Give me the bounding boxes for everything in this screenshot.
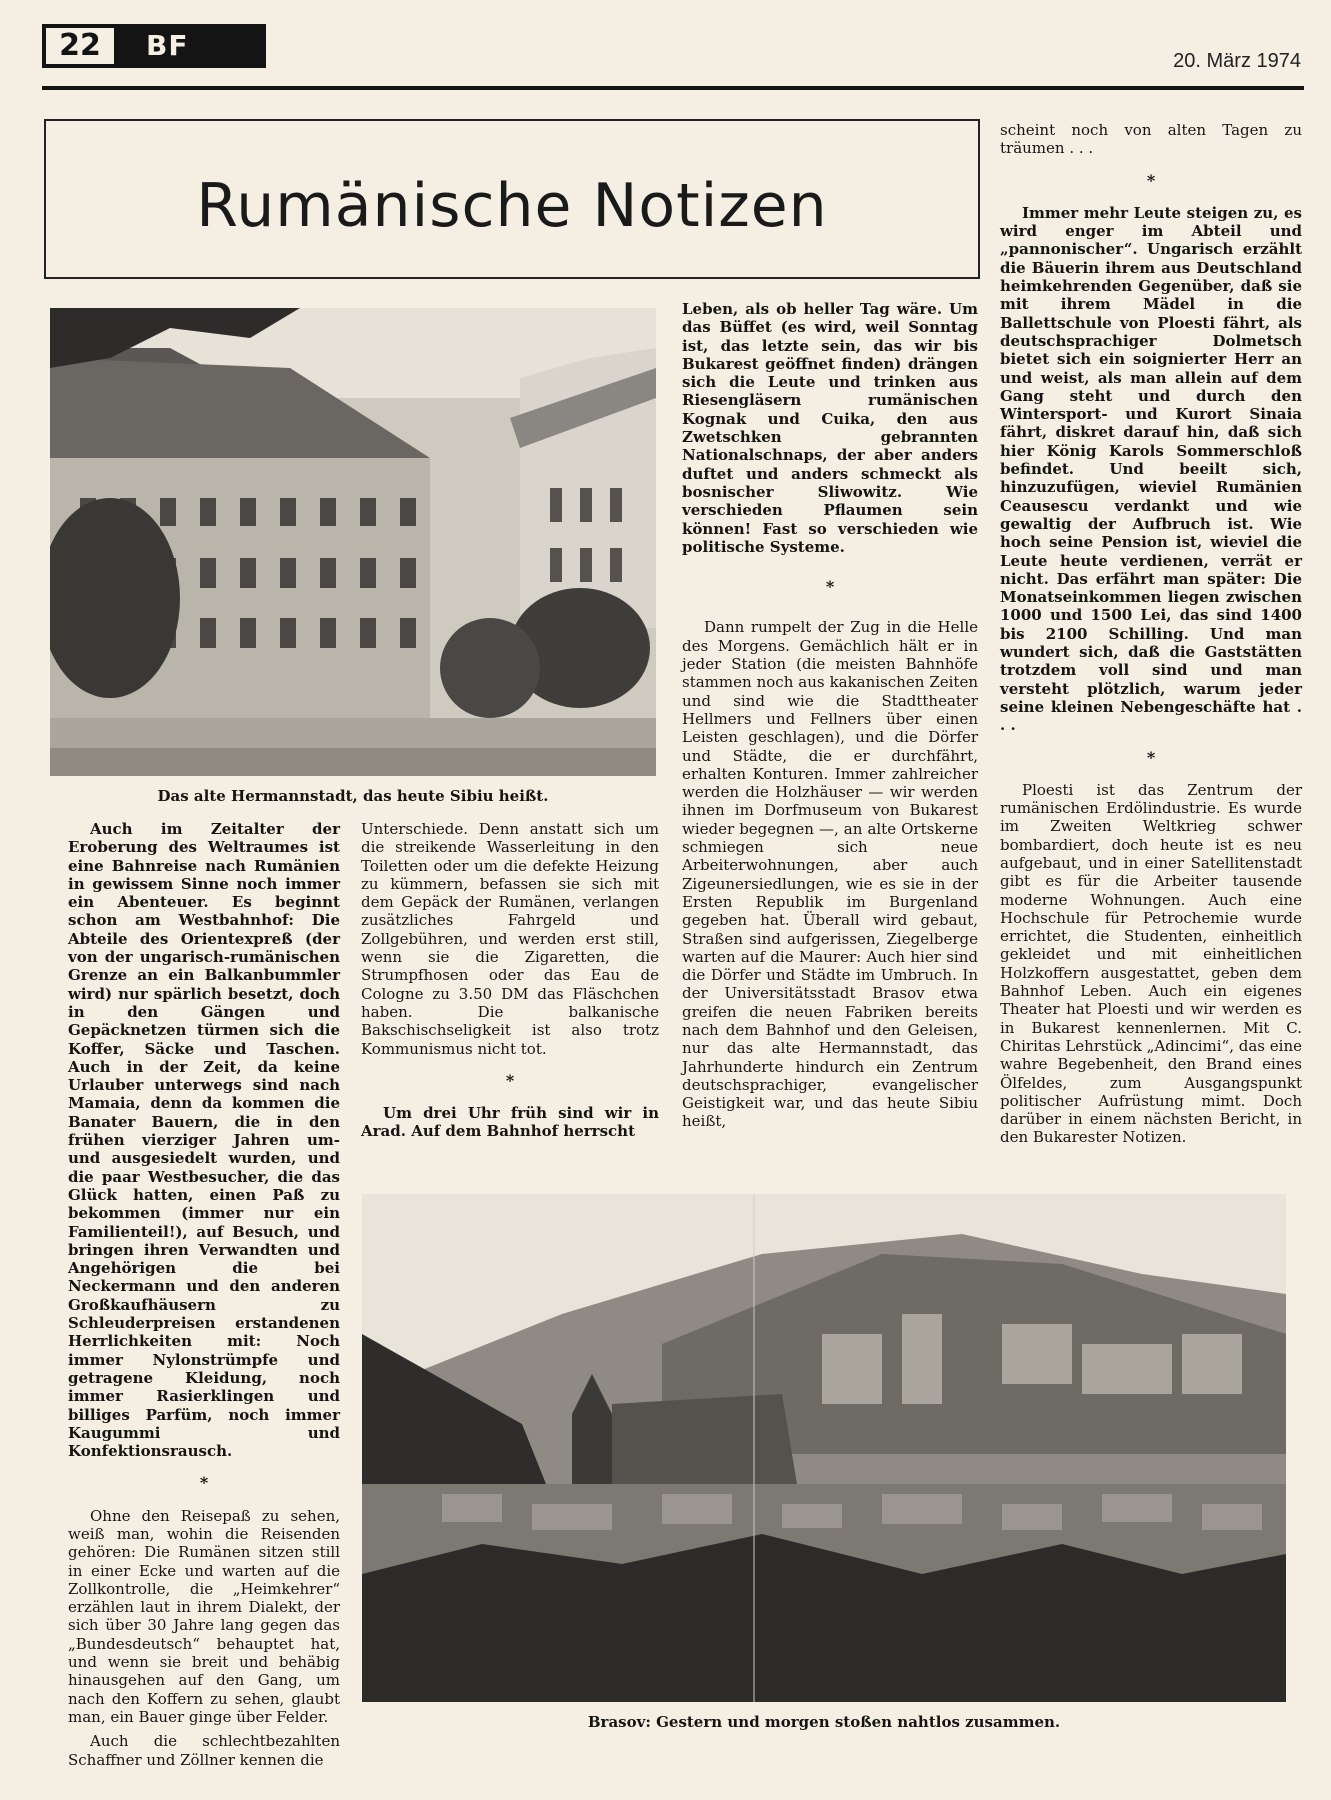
photo-brasov — [362, 1194, 1286, 1702]
photo1-caption: Das alte Hermannstadt, das heute Sibiu heißt. — [157, 787, 549, 805]
column-3 — [682, 300, 978, 1131]
title-box — [44, 119, 980, 279]
paragraph: Ohne den Reisepaß zu sehen, weiß man, wohin die Reisenden gehören: Die Rumänen sitzen still in einer Ecke und warten auf die Zollkontrolle, die „Heimkehrer“ erzählen laut in ihrem Dialekt, der sich über 30 Jahre lang gegen das „Bundesdeutsch“ behauptet hat, und wenn sie breit und behäbig hinausgehen auf den Gang, um nach den Koffern zu sehen, glaubt man, ein Bauer ginge über Felder. — [68, 1506, 340, 1726]
article-title: Rumänische Notizen — [196, 171, 828, 241]
section-star: * — [1146, 170, 1156, 190]
section-star: * — [199, 1473, 209, 1493]
section-star: * — [505, 1070, 515, 1090]
publication-mark: BF — [146, 29, 189, 62]
column-1 — [68, 820, 340, 1769]
header-rule — [42, 86, 1304, 90]
paragraph: Um drei Uhr früh sind wir in Arad. Auf dem Bahnhof herrscht — [361, 1104, 659, 1141]
page-number-block — [42, 24, 266, 68]
paragraph: Auch die schlechtbezahlten Schaffner und Zöllner kennen die — [68, 1732, 340, 1769]
section-star: * — [825, 577, 835, 597]
paragraph: Dann rumpelt der Zug in die Helle des Morgens. Gemächlich hält er in jeder Station (die meisten Bahnhöfe stammen noch aus kakanischen Zeiten und sind wie die Stadttheater Hellmers und Fellners über einen Leisten geschlagen), und die Dörfer und Städte, die er durchfährt, erhalten Konturen. Immer zahlreicher werden die Holzhäuser — wir werden ihnen im Dorfmuseum von Bukarest wieder begegnen —, an alte Ortskerne schmiegen sich neue Arbeiterwohnungen, aber auch Zigeunersiedlungen, wie es sie in der Ersten Republik im Burgenland gegeben hat. Überall wird gebaut, Straßen sind aufgerissen, Ziegelberge warten auf die Maurer: Auch hier sind die Dörfer und Städte im Umbruch. In der Universitätsstadt Brasov etwa greifen die neuen Fabriken bereits nach dem Bahnhof und den Geleisen, nur das alte Hermannstadt, das Jahrhunderte hindurch ein Zentrum deutschsprachiger, evangelischer Geistigkeit war, und das heute Sibiu heißt, — [682, 618, 978, 1131]
paragraph: Immer mehr Leute steigen zu, es wird enger im Abteil und „pannonischer“. Ungarisch erzählt die Bäuerin ihrem aus Deutschland heimkehrenden Gegenüber, daß sie mit ihrem Mädel in die Ballettschule von Ploesti fährt, als deutschsprachiger Dolmetsch bietet sich ein soignierter Herr an und weist, als man allein auf dem Gang steht und durch den Wintersport- und Kurort Sinaia fährt, diskret darauf hin, daß sich hier König Karols Sommerschloß befindet. Und beeilt sich, hinzuzufügen, wieviel Rumänien Ceausescu verdankt und wie gewaltig der Aufbruch ist. Wie hoch seine Pension ist, wieviel die Leute heute verdienen, verrät er nicht. Das erfährt man später: Die Monatseinkommen liegen zwischen 1000 und 1500 Lei, das sind 1400 bis 2100 Schilling. Und man wundert sich, daß die Gaststätten trotzdem voll sind und man versteht plötzlich, warum jeder seine kleinen Nebengeschäfte hat . . . — [1000, 203, 1302, 735]
photo2-caption: Brasov: Gestern und morgen stoßen nahtlos zusammen. — [587, 1713, 1061, 1731]
page-number: 22 — [46, 28, 114, 64]
paragraph: Leben, als ob heller Tag wäre. Um das Büffet (es wird, weil Sonntag ist, das letzte sein, das wir bis Bukarest geöffnet finden) drängen sich die Leute und trinken aus Riesengläsern rumänischen Kognak und Cuika, den aus Zwetschken gebrannten Nationalschnaps, der aber anders duftet und anders schmeckt als bosnischer Sliwowitz. Wie verschieden Pflaumen sein können! Fast so verschieden wie politische Systeme. — [682, 300, 978, 556]
lead-paragraph: Auch im Zeitalter der Eroberung des Weltraumes ist eine Bahnreise nach Rumänien in gewissem Sinne noch immer ein Abenteuer. Es beginnt schon am Westbahnhof: Die Abteile des Orientexpreß (der von der ungarisch-rumänischen Grenze an ein Balkanbummler wird) nur spärlich besetzt, doch in den Gängen und Gepäcknetzen türmen sich die Koffer, Säcke und Taschen. Auch in der Zeit, da keine Urlauber unterwegs sind nach Mamaia, denn da kommen die Banater Bauern, die in den frühen vierziger Jahren um- und ausgesiedelt wurden, und die paar Westbesucher, die das Glück hatten, einen Paß zu bekommen (immer nur ein Familienteil!), auf Besuch, und bringen ihren Verwandten und Angehörigen die bei Neckermann und den anderen Großkaufhäusern zu Schleuderpreisen erstandenen Herrlichkeiten mit: Noch immer Nylonstrümpfe und getragene Kleidung, noch immer Rasierklingen und billiges Parfüm, noch immer Kaugummi und Konfektionsrausch. — [68, 820, 340, 1461]
section-star: * — [1146, 747, 1156, 767]
paragraph: scheint noch von alten Tagen zu träumen . . . — [1000, 121, 1302, 158]
paragraph: Unterschiede. Denn anstatt sich um die streikende Wasserleitung in den Toiletten oder um die defekte Heizung zu kümmern, befassen sie sich mit dem Gepäck der Rumänen, verlangen zusätzliches Fahrgeld und Zollgebühren, und werden erst still, wenn sie die Zigaretten, die Strumpfhosen oder das Eau de Cologne zu 3.50 DM das Fläschchen haben. Die balkanische Bakschischseligkeit ist also trotz Kommunismus nicht tot. — [361, 820, 659, 1058]
issue-date: 20. März 1974 — [1173, 50, 1301, 72]
column-2 — [361, 820, 659, 1141]
photo-hermannstadt — [50, 308, 656, 776]
column-4 — [1000, 121, 1302, 1147]
paragraph: Ploesti ist das Zentrum der rumänischen Erdölindustrie. Es wurde im Zweiten Weltkrieg schwer bombardiert, doch heute ist es neu aufgebaut, und in einer Satellitenstadt gibt es für die Arbeiter tausende moderne Wohnungen. Auch eine Hochschule für Petrochemie wurde errichtet, die Studenten, einheitlich gekleidet und mit einheitlichen Holzkoffern ausgestattet, geben dem Bahnhof Leben. Auch ein eigenes Theater hat Ploesti und wir werden es in Bukarest kennenlernen. Mit C. Chiritas Lehrstück „Adincimi“, das eine wahre Begebenheit, den Brand eines Ölfeldes, zum Ausgangspunkt politischer Aufrüstung mimt. Doch darüber in einem nächsten Bericht, in den Bukarester Notizen. — [1000, 780, 1302, 1147]
